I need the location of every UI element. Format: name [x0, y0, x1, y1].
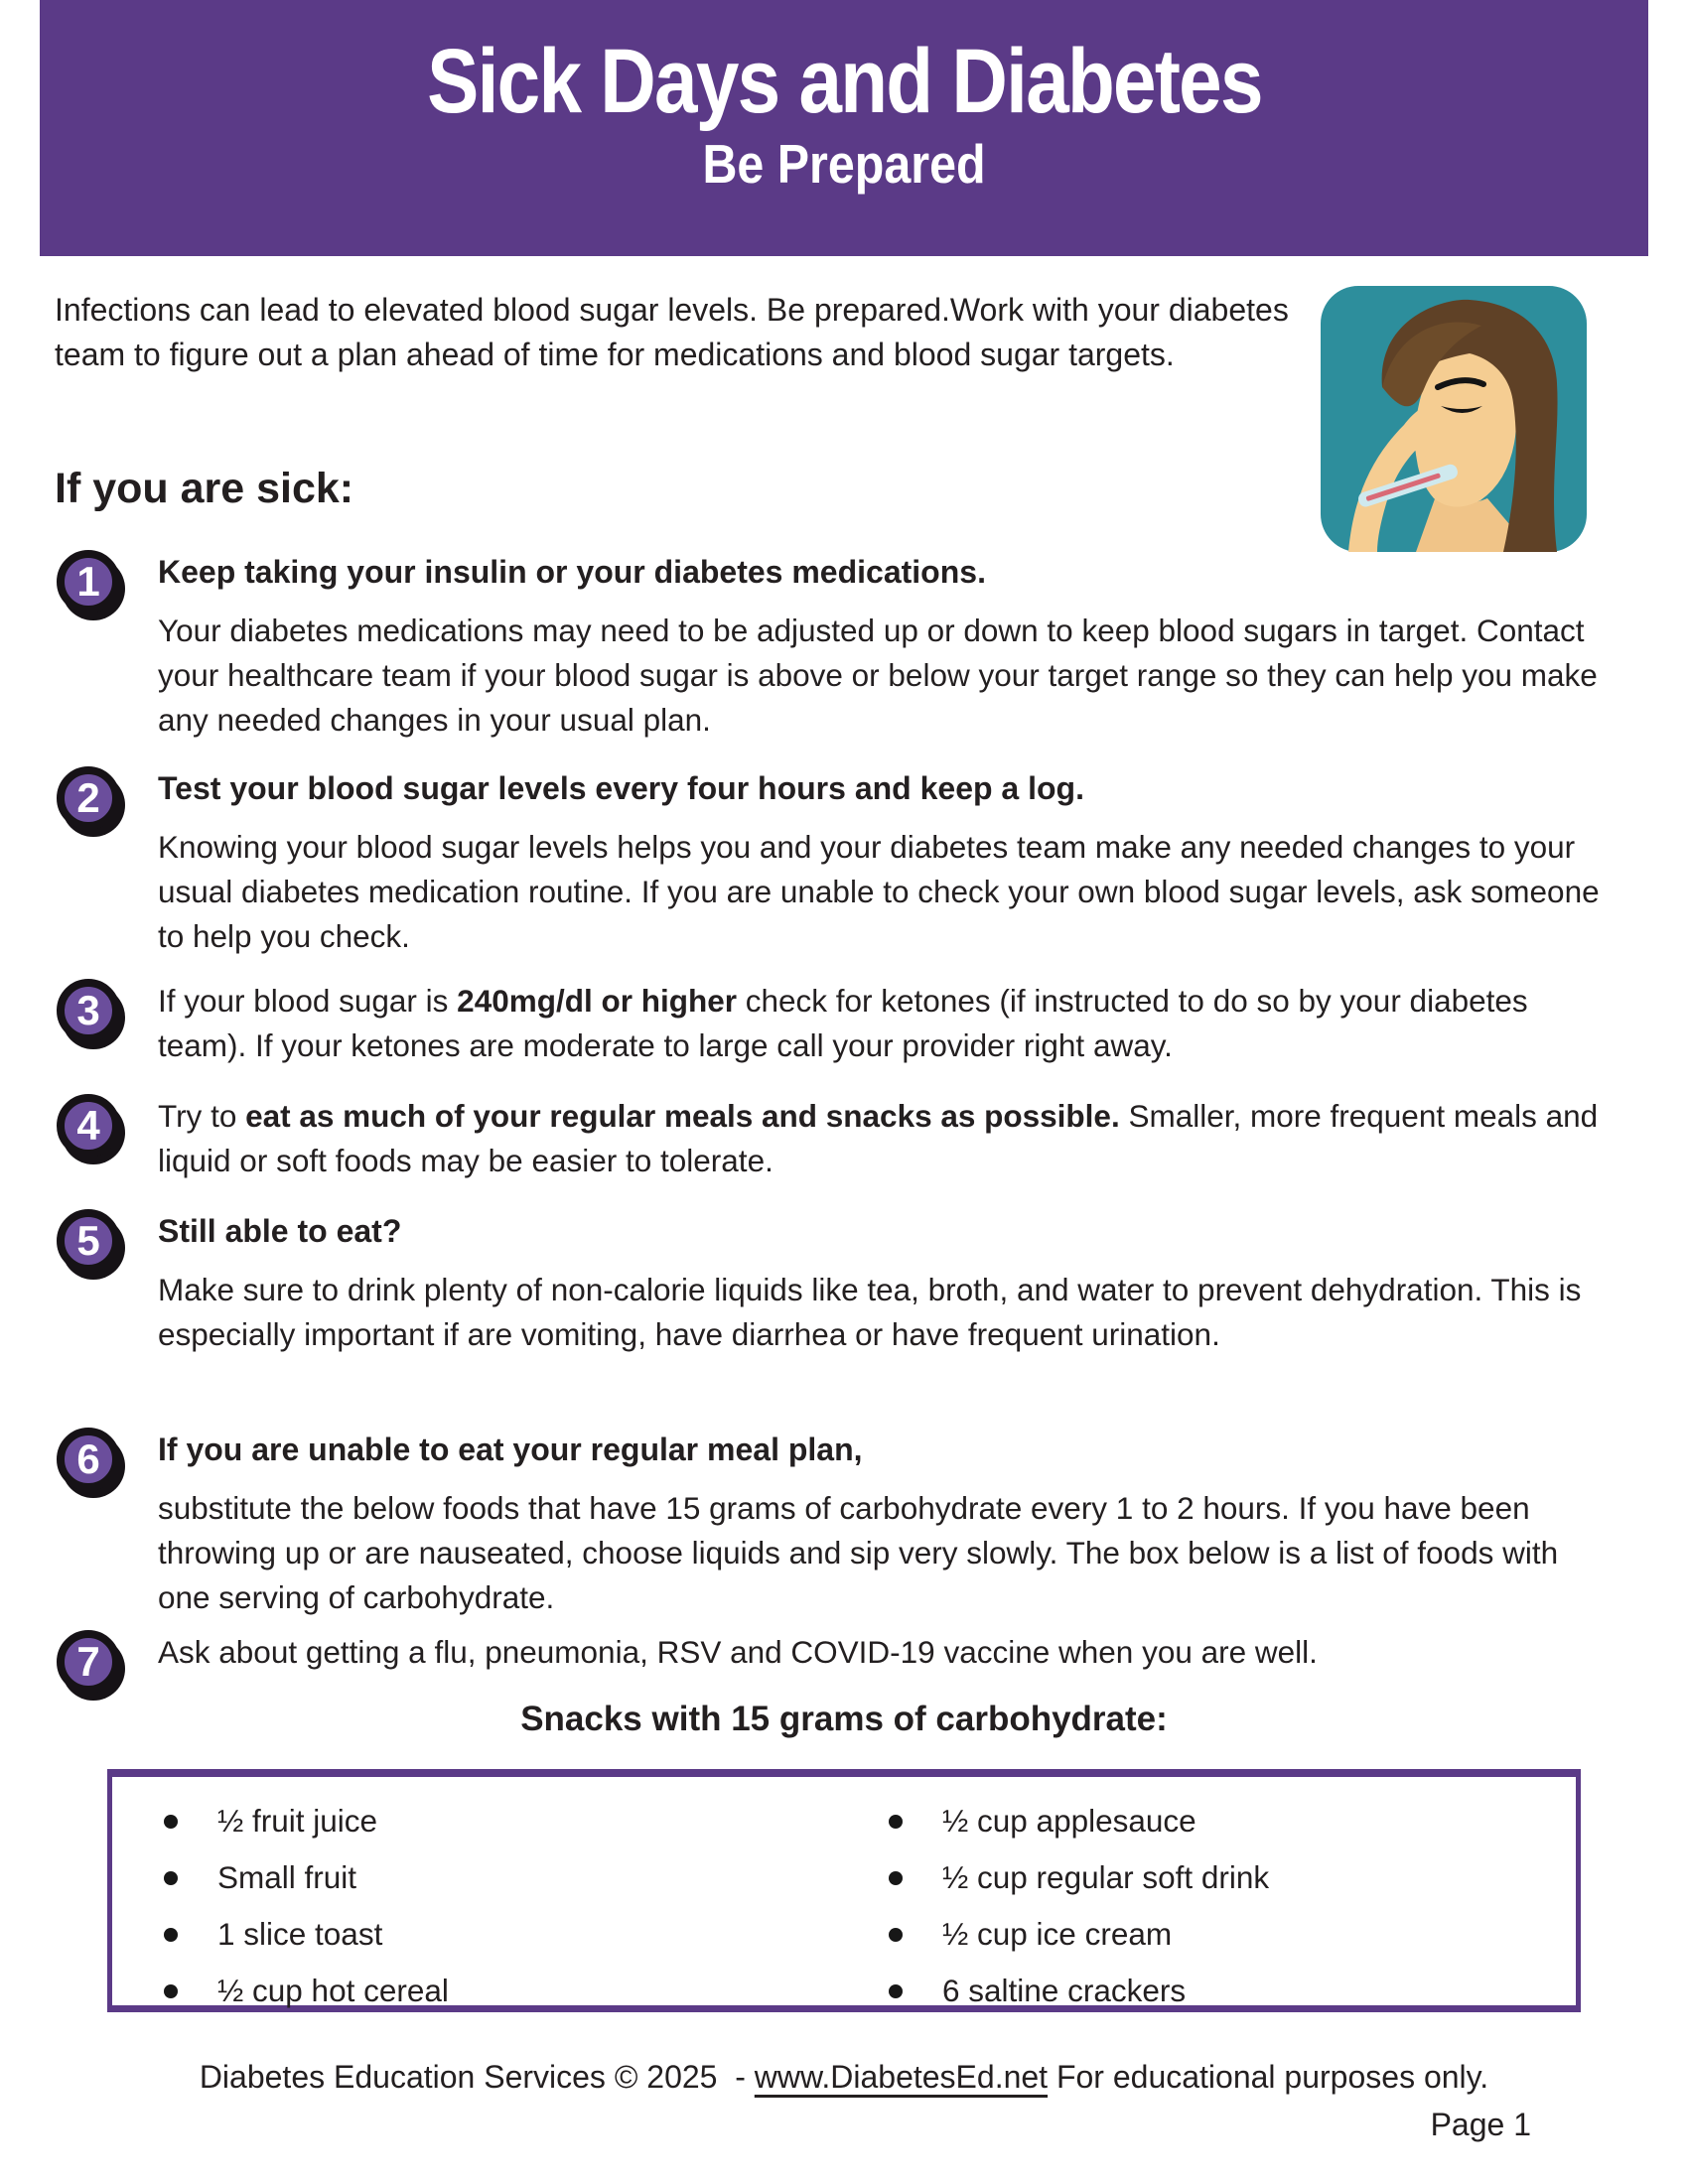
snack-item	[156, 1906, 881, 1963]
step-3-text-bold: 240mg/dl or higher	[457, 983, 737, 1019]
step-4-number-badge: 4	[57, 1094, 120, 1158]
snack-item	[156, 1849, 881, 1906]
snack-item	[881, 1963, 1576, 2019]
step-3-body	[158, 979, 1608, 1068]
step-1-body: Your diabetes medications may need to be adjusted up or down to keep blood sugars in target. Contact your healthcare team if your blood sugar is above or below your target range so they can help you make any needed changes in your usual plan.	[158, 613, 1598, 738]
footer-text-pre: Diabetes Education Services © 2025 -	[199, 2059, 755, 2095]
snack-item-label: ½ cup hot cereal	[217, 1973, 449, 2008]
snack-item-label: ½ cup regular soft drink	[942, 1859, 1270, 1895]
snack-item-label: ½ cup ice cream	[942, 1916, 1173, 1952]
step-4	[57, 1092, 1640, 1183]
step-4-text-pre: Try to	[158, 1098, 246, 1134]
snack-item-label: 1 slice toast	[217, 1916, 383, 1952]
footer	[0, 2057, 1688, 2097]
page-subtitle	[40, 133, 1648, 195]
intro-paragraph: Infections can lead to elevated blood sugar levels. Be prepared.Work with your diabetes team to figure out a plan ahead of time for medications and blood sugar targets.	[55, 292, 1289, 372]
snack-item	[156, 1963, 881, 2019]
snack-item-label: Small fruit	[217, 1859, 357, 1895]
banner	[40, 0, 1648, 256]
step-1-title: Keep taking your insulin or your diabetes medications.	[158, 554, 986, 590]
step-7-content	[158, 1628, 1608, 1694]
page-number: Page 1	[1430, 2107, 1531, 2142]
section-heading-if-you-are-sick: If you are sick:	[55, 465, 354, 512]
step-4-content	[158, 1092, 1608, 1183]
step-3	[57, 977, 1640, 1068]
snack-item-label: ½ fruit juice	[217, 1803, 378, 1839]
step-2	[57, 764, 1640, 959]
step-5-body: Make sure to drink plenty of non-calorie liquids like tea, broth, and water to prevent dehydration. This is especially important if are vomiting, have diarrhea or have frequent urination.	[158, 1272, 1582, 1352]
step-1-content	[158, 548, 1608, 743]
snacks-box	[107, 1769, 1581, 2012]
snacks-heading: Snacks with 15 grams of carbohydrate:	[520, 1700, 1168, 1738]
snacks-list-right	[881, 1793, 1576, 2019]
step-3-text-post: check for ketones (if instructed to do so by your diabetes team). If your ketones are moderate to large call your provider right away.	[158, 983, 1528, 1063]
snack-item-label: 6 saltine crackers	[942, 1973, 1187, 2008]
diabetesed-link[interactable]: www.DiabetesEd.net	[754, 2059, 1049, 2095]
snacks-list-left	[156, 1793, 881, 2019]
step-4-body	[158, 1094, 1608, 1183]
step-5	[57, 1207, 1640, 1357]
step-1-number-badge: 1	[57, 550, 120, 614]
snacks-columns	[112, 1777, 1576, 2019]
step-2-title: Test your blood sugar levels every four hours and keep a log.	[158, 770, 1084, 806]
snack-item	[156, 1793, 881, 1849]
step-3-content	[158, 977, 1608, 1068]
page-title: Sick Days and Diabetes	[426, 31, 1262, 132]
step-3-number-badge: 3	[57, 979, 120, 1042]
step-2-body: Knowing your blood sugar levels helps you and your diabetes team make any needed changes to your usual diabetes medication routine. If you are unable to check your own blood sugar levels, ask someone to help you check.	[158, 829, 1600, 954]
step-6-content	[158, 1426, 1608, 1620]
step-5-number-badge: 5	[57, 1209, 120, 1273]
step-5-content	[158, 1207, 1608, 1357]
step-6-number-badge: 6	[57, 1428, 120, 1491]
step-5-title: Still able to eat?	[158, 1213, 402, 1249]
footer-text-post: For educational purposes only.	[1048, 2059, 1489, 2095]
step-7-number-badge: 7	[57, 1630, 120, 1694]
step-4-text-post: Smaller, more frequent meals and liquid or soft foods may be easier to tolerate.	[158, 1098, 1599, 1178]
step-7	[57, 1628, 1640, 1694]
step-2-content	[158, 764, 1608, 959]
snack-item-label: ½ cup applesauce	[942, 1803, 1196, 1839]
step-1	[57, 548, 1640, 743]
step-6	[57, 1426, 1640, 1620]
page-subtitle-text: Be Prepared	[702, 133, 986, 195]
snack-item	[881, 1906, 1576, 1963]
step-4-text-bold: eat as much of your regular meals and snacks as possible.	[245, 1098, 1120, 1134]
snack-item	[881, 1793, 1576, 1849]
step-6-title: If you are unable to eat your regular meal plan,	[158, 1432, 863, 1467]
step-3-text-pre: If your blood sugar is	[158, 983, 458, 1019]
sick-woman-thermometer-illustration	[1321, 286, 1587, 552]
step-6-body: substitute the below foods that have 15 grams of carbohydrate every 1 to 2 hours. If you have been throwing up or are nauseated, choose liquids and sip very slowly. The box below is a list of foods with one serving of carbohydrate.	[158, 1490, 1559, 1615]
step-2-number-badge: 2	[57, 766, 120, 830]
snack-item	[881, 1849, 1576, 1906]
step-7-body: Ask about getting a flu, pneumonia, RSV and COVID-19 vaccine when you are well.	[158, 1634, 1318, 1670]
